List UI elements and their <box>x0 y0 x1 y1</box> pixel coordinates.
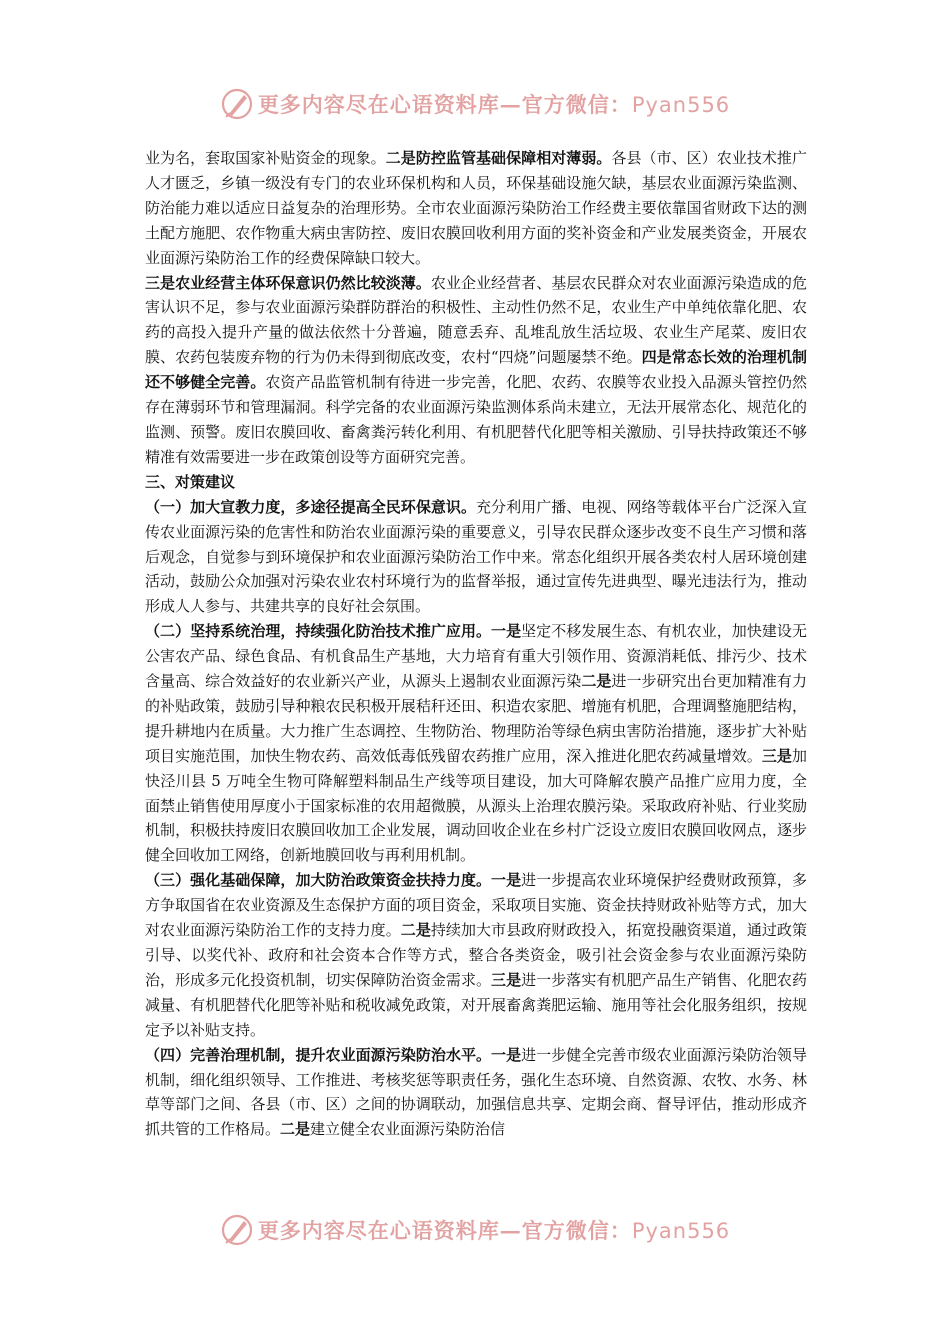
document-body <box>145 146 807 1142</box>
text-run: 持续加大市县政府财政投入，拓宽投融资渠道，通过政策引导、以奖代补、政府和社会资本合作等方式，整合各类资金，吸引社会资金参与农业面源污染防治，形成多元化投资机制，切实保障防治资金需求。 <box>145 921 807 989</box>
footer-banner <box>0 1208 950 1252</box>
paragraph <box>145 1043 807 1143</box>
bold-text: （一）加大宣教力度，多途径提高全民环保意识。 <box>145 497 477 516</box>
text-run: 建立健全农业面源污染防治信 <box>310 1120 506 1139</box>
paragraph <box>145 271 807 470</box>
text-run: 农资产品监管机制有待进一步完善，化肥、农药、农膜等农业投入品源头管控仍然存在薄弱环节和管理漏洞。科学完备的农业面源污染监测体系尚未建立，无法开展常态化、规范化的监测、预警。废旧农膜回收、畜禽粪污转化利用、有机肥替代化肥等相关激励、引导扶持政策还不够精准有效需要进一步在政策创设等方面研究完善。 <box>145 373 807 466</box>
bold-text: 二是 <box>280 1120 311 1139</box>
paragraph <box>145 868 807 1042</box>
bold-text: 一是 <box>491 871 522 890</box>
text-run: 进一步提高农业环境保护经费财政预算，多方争取国省在农业资源及生态保护方面的项目资金，采取项目实施、资金扶持财政补贴等方式，加大对农业面源污染防治工作的支持力度。 <box>145 871 807 940</box>
paragraph <box>145 470 807 495</box>
bold-text: 三是 <box>491 970 522 989</box>
banner-text: 更多内容尽在心语资料库—官方微信：Pyan556 <box>257 1218 731 1243</box>
header-banner <box>0 82 950 126</box>
wechat-id: Pyan556 <box>631 93 731 117</box>
bold-text: （三）强化基础保障，加大防治政策资金扶持力度。 <box>145 871 492 890</box>
text-run: 坚定不移发展生态、有机农业，加快建设无公害农产品、绿色食品、有机食品生产基地，大力培育有重大引领作用、资源消耗低、排污少、技术含量高、综合效益好的农业新兴产业，从源头上遏制农业面源污染 <box>145 622 807 691</box>
text-run: 农业企业经营者、基层农民群众对农业面源污染造成的危害认识不足，参与农业面源污染群防群治的积极性、主动性仍然不足，农业生产中单纯依靠化肥、农药的高投入提升产量的做法依然十分普遍，随意丢弃、乱堆乱放生活垃圾、农业生产尾菜、废旧农膜、农药包装废弃物的行为仍未得到彻底改变，农村“四烧”问题屡禁不绝。 <box>145 273 807 367</box>
pen-logo-icon <box>220 87 254 121</box>
text-run: 充分利用广播、电视、网络等载体平台广泛深入宣传农业面源污染的危害性和防治农业面源污染的重要意义，引导农民群众逐步改变不良生产习惯和落后观念，自觉参与到环境保护和农业面源污染防治工作中来。常态化组织开展各类农村人居环境创建活动，鼓励公众加强对污染农业农村环境行为的监督举报，通过宣传先进典型、曝光违法行为，推动形成人人参与、共建共享的良好社会氛围。 <box>145 497 807 616</box>
text-run: 各县（市、区）农业技术推广人才匮乏，乡镇一级没有专门的农业环保机构和人员，环保基础设施欠缺，基层农业面源污染监测、防治能力难以适应日益复杂的治理形势。全市农业面源污染防治工作经费主要依靠国省财政下达的测土配方施肥、农作物重大病虫害防控、废旧农膜回收利用方面的奖补资金和产业发展类资金，开展农业面源污染防治工作的经费保障缺口较大。 <box>145 149 807 267</box>
text-run: 业为名，套取国家补贴资金的现象。 <box>145 149 386 167</box>
bold-text: 一是 <box>491 1045 522 1064</box>
bold-text: 一是 <box>491 622 522 641</box>
bold-text: 三是 <box>761 746 792 765</box>
bold-text: 四是常态长效的治理机制还不够健全完善。 <box>145 348 807 392</box>
text-run: 进一步落实有机肥产品生产销售、化肥农药减量、有机肥替代化肥等补贴和税收减免政策，对开展畜禽粪肥运输、施用等社会化服务组织，按规定予以补贴支持。 <box>145 970 807 1039</box>
paragraph <box>145 495 807 620</box>
wechat-id: Pyan556 <box>631 1219 731 1243</box>
bold-text: 二是 <box>581 672 612 691</box>
bold-text: 三是农业经营主体环保意识仍然比较淡薄。 <box>145 273 431 292</box>
pen-logo-icon <box>220 1213 254 1247</box>
bold-text: （二）坚持系统治理，持续强化防治技术推广应用。 <box>145 622 492 641</box>
bold-text: 三、对策建议 <box>145 472 236 491</box>
bold-text: 二是防控监管基础保障相对薄弱。 <box>385 149 612 167</box>
text-run: 加快泾川县 5 万吨全生物可降解塑料制品生产线等项目建设，加大可降解农膜产品推广应用力度，全面禁止销售使用厚度小于国家标准的农用超微膜，从源头上治理农膜污染。采取政府补贴、行业奖励机制，积极扶持废旧农膜回收加工企业发展，调动回收企业在乡村广泛设立废旧农膜回收网点，逐步健全回收加工网络，创新地膜回收与再利用机制。 <box>145 746 807 865</box>
paragraph <box>145 146 807 271</box>
paragraph <box>145 619 807 868</box>
banner-text: 更多内容尽在心语资料库—官方微信：Pyan556 <box>257 92 731 117</box>
bold-text: 二是 <box>400 921 431 940</box>
bold-text: （四）完善治理机制，提升农业面源污染防治水平。 <box>145 1045 492 1064</box>
text-run: 进一步健全完善市级农业面源污染防治领导机制，细化组织领导、工作推进、考核奖惩等职责任务，强化生态环境、自然资源、农牧、水务、林草等部门之间、各县（市、区）之间的协调联动，加强信息共享、定期会商、督导评估，推动形成齐抓共管的工作格局。 <box>145 1045 807 1139</box>
text-run: 进一步研究出台更加精准有力的补贴政策，鼓励引导种粮农民积极开展秸秆还田、积造农家肥、增施有机肥，合理调整施肥结构，提升耕地内在质量。大力推广生态调控、生物防治、物理防治等绿色病虫害防治措施，逐步扩大补贴项目实施范围，加快生物农药、高效低毒低残留农药推广应用，深入推进化肥农药减量增效。 <box>145 672 807 765</box>
